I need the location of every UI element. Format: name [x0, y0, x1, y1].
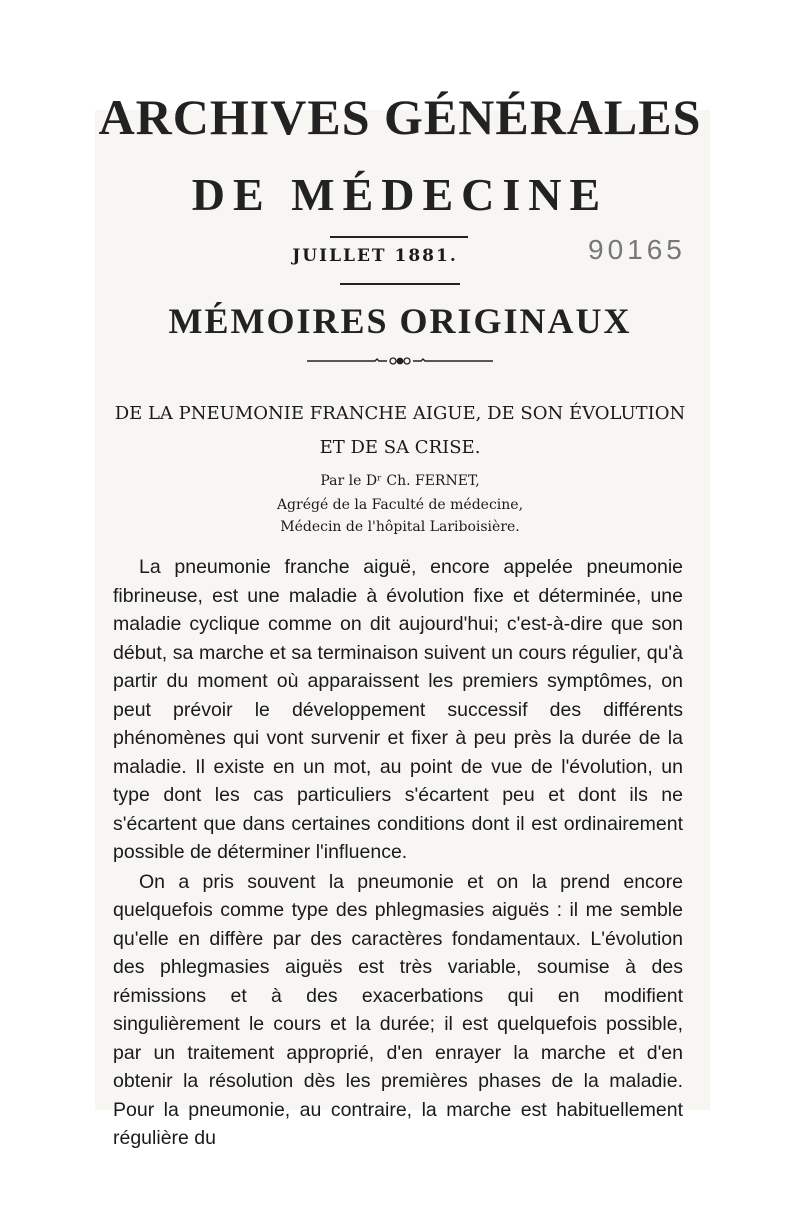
body-paragraph: On a pris souvent la pneumonie et on la prend encore quelquefois comme type des phlegmasies aiguës : il me semble qu'elle en diffère par des caractères fondamentaux. L'évolution des phlegmasies aiguës est très variable, soumise à des rémissions et à des exacerbations qui en modifient singulièrement le cours et la durée; il est quelquefois possible, par un traitement approprié, d'en enrayer la marche et d'en obtenir la résolution dès les premières phases de la maladie. Pour la pneumonie, au contraire, la marche est habituellement régulière du: [113, 870, 683, 1149]
library-stamp-number: 90165: [588, 234, 686, 265]
article-title-line: ET DE SA CRISE.: [319, 437, 481, 458]
issue-date: JUILLET 1881.: [292, 246, 458, 266]
article-title: [110, 397, 690, 465]
author-affiliation: Agrégé de la Faculté de médecine,: [276, 497, 524, 513]
journal-title: ARCHIVES GÉNÉRALES: [98, 89, 702, 145]
author-byline: Par le Dʳ Ch. FERNET,: [320, 473, 480, 489]
article-title-line: DE LA PNEUMONIE FRANCHE AIGUE, DE SON ÉVOLUTION: [114, 403, 686, 424]
ornament-divider: [305, 352, 495, 368]
body-paragraph: La pneumonie franche aiguë, encore appelée pneumonie fibrineuse, est une maladie à évolution fixe et déterminée, une maladie cyclique comme on dit aujourd'hui; c'est-à-dire que son début, sa marche et sa terminaison suivent un cours régulier, qu'à partir du moment où apparaissent les premiers symptômes, on peut prévoir le développement successif des différents phénomènes qui vont survenir et fixer à peu près la durée de la maladie. Il existe en un mot, au point de vue de l'évolution, un type dont les cas particuliers s'écartent peu et dont ils ne s'écartent que dans certaines conditions dont il est ordinairement possible de déterminer l'influence.: [113, 556, 683, 863]
section-title: MÉMOIRES ORIGINAUX: [168, 301, 632, 341]
author-position: Médecin de l'hôpital Lariboisière.: [280, 519, 520, 535]
article-body: [113, 553, 683, 1153]
bottom-rule: [340, 283, 460, 285]
top-rule: [330, 236, 468, 238]
journal-subtitle: DE MÉDECINE: [191, 169, 609, 220]
